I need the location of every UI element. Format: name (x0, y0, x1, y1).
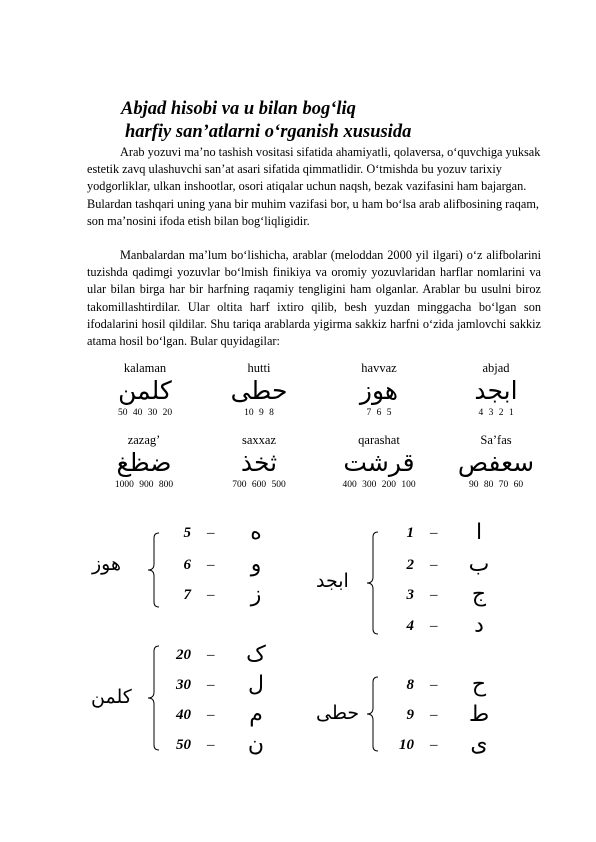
row-letter: ه (250, 520, 262, 545)
abjad-word-arabic: حطى (230, 376, 288, 405)
group-word-kalaman: كلمن (91, 686, 132, 708)
abjad-word-kalaman (85, 361, 205, 419)
abjad-word-name: saxxaz (241, 433, 276, 447)
row-dash: – (430, 737, 438, 753)
row-dash: – (430, 525, 438, 541)
abjad-word-qarashat (319, 433, 439, 491)
abjad-word-name: abjad (482, 361, 510, 375)
group-word-havvaz: هوز (92, 553, 122, 575)
row-letter: و (250, 552, 262, 577)
row-number: 6 (183, 557, 191, 573)
abjad-word-arabic: هوز (359, 376, 399, 405)
abjad-word-values: 10 9 8 (244, 408, 274, 418)
row-dash: – (207, 677, 215, 693)
abjad-word-values: 90 80 70 60 (468, 480, 524, 490)
row-dash: – (207, 525, 215, 541)
abjad-word-arabic: كلمن (118, 376, 172, 405)
abjad-word-name: havvaz (361, 361, 397, 375)
curly-brace (145, 532, 161, 608)
row-letter: ط (468, 702, 490, 727)
row-dash: – (430, 587, 438, 603)
row-letter: ز (250, 582, 262, 607)
curly-brace (364, 531, 380, 635)
row-letter: م (249, 702, 263, 727)
paragraph-2: Manbalardan ma’lum bo‘lishicha, arablar (meloddan 2000 yil ilgari) o‘z alifbolarini tuzishda qadimgi yozuvlar bo‘lmish finikiya va oromiy yozuvlaridan harflar nomlarini va ular bilan birga har bir harfning raqamiy tengligini ham olganlar. Arablar bu usulni biroz takomillashtirdilar. Ular oltita harf ixtiro qilib, besh yuzdan minggacha bo‘lgan son ifodalarini hosil qildilar. Shu tariqa arablarda yigirma sakkiz harfni o‘zida jamlovchi sakkiz atama hosil bo‘lgan. Bular quyidagilar: (87, 248, 541, 349)
paragraph-1: Arab yozuvi ma’no tashish vositasi sifatida ahamiyatli, qolaversa, o‘quvchiga yuksak estetik zavq ulashuvchi san’at asari sifatida qimmatlidir. O‘tmishda bu yozuv tarixiy yodgorliklar, ulkan inshootlar, osori atiqalar uchun naqsh, bezak vazifasini ham bajargan. Bulardan tashqari uning yana bir muhim vazifasi bor, u ham bo‘lsa arab alifbosining raqam, son ma’nosini ifoda etish bilan bog‘liqligidir. (87, 145, 541, 228)
abjad-word-name: Sa’fas (480, 433, 512, 447)
abjad-word-values: 700 600 500 (232, 480, 286, 490)
row-number: 4 (406, 618, 414, 634)
row-letter: ا (475, 520, 483, 545)
abjad-word-name: kalaman (123, 361, 167, 375)
row-letter: ب (468, 552, 490, 577)
abjad-word-name: hutti (247, 361, 271, 375)
abjad-word-values: 7 6 5 (366, 408, 392, 418)
row-number: 2 (406, 557, 414, 573)
row-dash: – (207, 647, 215, 663)
abjad-word-arabic: سعفص (457, 448, 535, 477)
row-dash: – (430, 677, 438, 693)
abjad-word-values: 1000 900 800 (114, 480, 174, 490)
abjad-word-safas (436, 433, 556, 491)
row-dash: – (207, 707, 215, 723)
row-letter: ن (247, 732, 265, 757)
row-dash: – (207, 587, 215, 603)
row-letter: د (474, 613, 484, 638)
abjad-word-values: 4 3 2 1 (478, 408, 514, 418)
row-number: 1 (406, 525, 414, 541)
group-word-abjad: ابجد (316, 570, 349, 592)
row-dash: – (430, 618, 438, 634)
row-number: 50 (176, 737, 191, 753)
abjad-word-name: zazag’ (127, 433, 161, 447)
title-line-1: Abjad hisobi va u bilan bog‘liq (121, 99, 356, 119)
abjad-word-arabic: ثخذ (240, 448, 278, 477)
group-word-hutti: حطى (316, 702, 360, 724)
title-line-2: harfiy san’atlarni o‘rganish xususida (125, 122, 412, 142)
row-dash: – (207, 557, 215, 573)
row-number: 9 (406, 707, 414, 723)
abjad-word-abjad (436, 361, 556, 419)
abjad-word-values: 400 300 200 100 (342, 480, 416, 490)
row-number: 8 (406, 677, 414, 693)
row-letter: ک (246, 642, 266, 667)
abjad-word-havvaz (319, 361, 439, 419)
abjad-word-values: 50 40 30 20 (117, 408, 173, 418)
row-number: 7 (183, 587, 191, 603)
curly-brace (364, 676, 380, 752)
row-letter: ح (471, 672, 487, 697)
abjad-word-saxxaz (199, 433, 319, 491)
abjad-word-name: qarashat (358, 433, 400, 447)
row-dash: – (207, 737, 215, 753)
row-dash: – (430, 707, 438, 723)
row-number: 40 (176, 707, 191, 723)
row-letter: ل (248, 672, 264, 697)
row-number: 30 (176, 677, 191, 693)
curly-brace (145, 645, 161, 751)
row-number: 20 (176, 647, 191, 663)
row-number: 5 (183, 525, 191, 541)
row-letter: ج (471, 582, 487, 607)
abjad-word-arabic: ضظغ (116, 448, 172, 477)
row-letter: ی (470, 732, 488, 757)
abjad-word-zazag (84, 433, 204, 491)
abjad-word-arabic: ابجد (474, 376, 518, 405)
abjad-word-hutti (199, 361, 319, 419)
row-dash: – (430, 557, 438, 573)
row-number: 10 (399, 737, 414, 753)
abjad-word-arabic: قرشت (343, 448, 415, 477)
row-number: 3 (406, 587, 414, 603)
